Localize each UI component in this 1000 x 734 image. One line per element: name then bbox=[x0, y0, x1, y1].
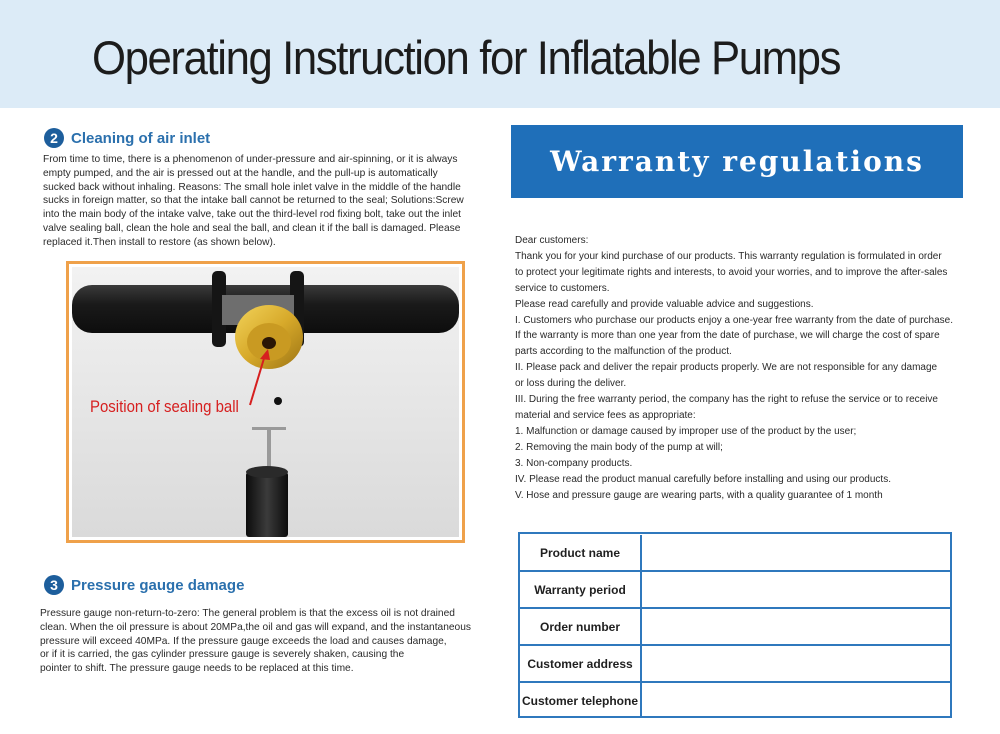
warranty-line: or loss during the deliver. bbox=[515, 378, 627, 390]
warranty-period-field[interactable] bbox=[642, 572, 950, 607]
section-3-title: Pressure gauge damage bbox=[71, 576, 245, 594]
section-2-line: empty pumped, and the air is pressed out at the handle, and the pull-up is automatically bbox=[43, 167, 438, 179]
sealing-ball-label: Position of sealing ball bbox=[90, 397, 239, 416]
customer-address-field[interactable] bbox=[642, 646, 950, 681]
customer-telephone-field[interactable] bbox=[642, 683, 950, 718]
section-2-line: replaced it.Then install to restore (as shown below). bbox=[43, 236, 276, 248]
warranty-banner: Warranty regulations bbox=[511, 125, 963, 198]
form-label: Customer telephone bbox=[520, 683, 642, 718]
section-2-heading bbox=[44, 128, 210, 148]
warranty-line: IV. Please read the product manual carefully before installing and using our products. bbox=[515, 473, 891, 485]
section-2-line: From time to time, there is a phenomenon of under-pressure and air-spinning, or it is always bbox=[43, 154, 458, 165]
section-3-body bbox=[40, 607, 500, 676]
warranty-line: 3. Non-company products. bbox=[515, 457, 633, 469]
warranty-line: 2. Removing the main body of the pump at will; bbox=[515, 441, 723, 453]
warranty-line: II. Please pack and deliver the repair products properly. We are not responsible for any damage bbox=[515, 362, 938, 374]
page-title: Operating Instruction for Inflatable Pumps bbox=[92, 31, 841, 84]
warranty-line: service to customers. bbox=[515, 282, 610, 294]
section-3-line: pointer to shift. The pressure gauge needs to be replaced at this time. bbox=[40, 663, 354, 675]
section-3-line: or if it is carried, the gas cylinder pressure gauge is severely shaken, causing the bbox=[40, 649, 405, 661]
section-2-body bbox=[43, 153, 483, 250]
header-band bbox=[0, 0, 1000, 108]
warranty-line: Dear customers: bbox=[515, 235, 589, 246]
section-2-title: Cleaning of air inlet bbox=[71, 129, 211, 147]
warranty-line: 1. Malfunction or damage caused by improper use of the product by the user; bbox=[515, 425, 857, 437]
warranty-line: material and service fees as appropriate: bbox=[515, 409, 696, 421]
form-label: Warranty period bbox=[520, 572, 642, 607]
product-name-field[interactable] bbox=[642, 535, 950, 570]
form-label: Order number bbox=[520, 609, 642, 644]
form-label: Product name bbox=[520, 535, 642, 570]
section-3-line: Pressure gauge non-return-to-zero: The general problem is that the excess oil is not drained bbox=[40, 608, 455, 619]
order-number-field[interactable] bbox=[642, 609, 950, 644]
form-row-customer-telephone bbox=[520, 683, 950, 718]
form-row-order-number bbox=[520, 609, 950, 644]
form-row-customer-address bbox=[520, 646, 950, 681]
warranty-line: to protect your legitimate rights and interests, to avoid your worries, and to improve the after-sales bbox=[515, 266, 948, 278]
form-row-product-name bbox=[520, 535, 950, 570]
warranty-body bbox=[515, 233, 965, 503]
section-2-line: valve sealing ball, clean the hole and seal the ball, and clean it if the ball is damaged. Please bbox=[43, 222, 461, 234]
form-row-warranty-period bbox=[520, 572, 950, 607]
sealing-ball-photo bbox=[66, 261, 465, 543]
warranty-line: Thank you for your kind purchase of our products. This warranty regulation is formulated in order bbox=[515, 250, 942, 262]
form-label: Customer address bbox=[520, 646, 642, 681]
section-2-line: sucks in foreign matter, so that the intake ball cannot be returned to the seal; Solutions:Screw bbox=[43, 195, 464, 207]
warranty-line: III. During the free warranty period, the company has the right to refuse the service or to receive bbox=[515, 394, 938, 406]
warranty-line: Please read carefully and provide valuable advice and suggestions. bbox=[515, 298, 814, 310]
warranty-form-table bbox=[518, 532, 952, 718]
section-3-heading bbox=[44, 575, 244, 595]
warranty-line: parts according to the malfunction of the product. bbox=[515, 346, 732, 358]
warranty-line: If the warranty is more than one year from the date of purchase, we will charge the cost of spare bbox=[515, 330, 940, 342]
section-2-number-badge: 2 bbox=[44, 128, 64, 148]
warranty-line: V. Hose and pressure gauge are wearing parts, with a quality guarantee of 1 month bbox=[515, 489, 883, 501]
section-3-number-badge: 3 bbox=[44, 575, 64, 595]
warranty-line: I. Customers who purchase our products enjoy a one-year free warranty from the date of purchase. bbox=[515, 314, 953, 326]
section-3-line: clean. When the oil pressure is about 20MPa,the oil and gas will expand, and the instantaneous bbox=[40, 621, 471, 633]
section-2-line: into the main body of the intake valve, take out the third-level rod fixing bolt, take out the inlet bbox=[43, 209, 461, 221]
section-3-line: pressure will exceed 40MPa. If the pressure gauge exceeds the load and causes damage, bbox=[40, 635, 447, 647]
section-2-line: sucked back without inhaling. Reasons: The small hole inlet valve in the middle of the handle bbox=[43, 181, 461, 193]
